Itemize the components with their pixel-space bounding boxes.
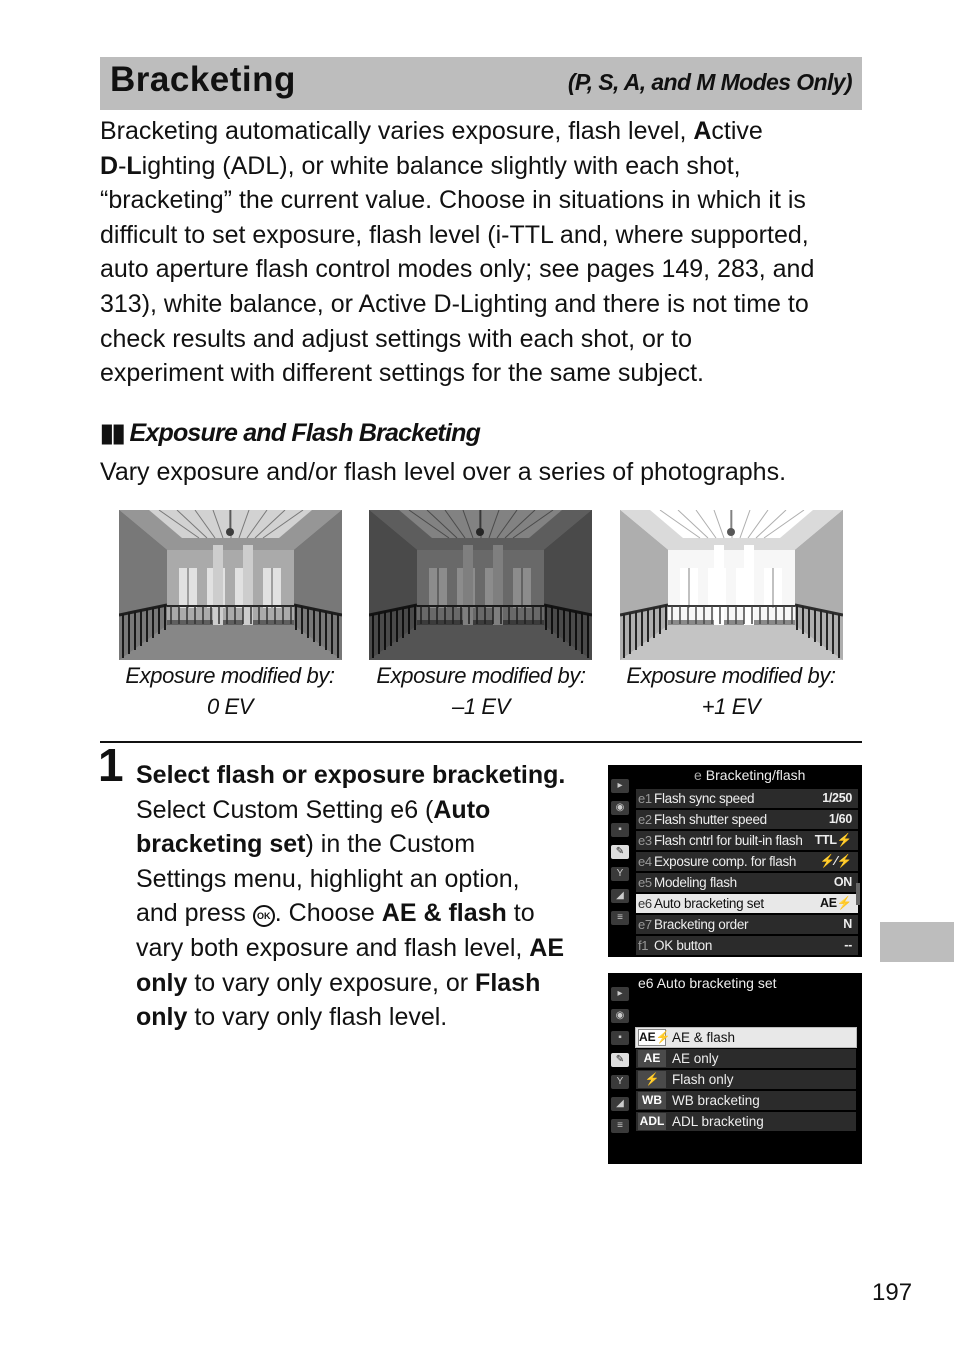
menu-item-value: ON bbox=[833, 875, 852, 889]
play-icon[interactable]: ▸ bbox=[611, 779, 629, 793]
option-label: AE & flash bbox=[672, 1030, 736, 1045]
bracketing-option[interactable] bbox=[636, 1112, 856, 1131]
bracketing-option[interactable] bbox=[636, 1049, 856, 1068]
text: . Choose bbox=[274, 899, 382, 928]
menu-item-label: Bracketing order bbox=[654, 917, 749, 932]
menu-item[interactable] bbox=[636, 936, 858, 955]
menu-item-label: OK button bbox=[654, 938, 713, 953]
intro-line: experiment with different settings for the same subject. bbox=[100, 359, 705, 388]
menu-item-value: ⚡⁄⚡ bbox=[819, 854, 852, 868]
wrench-icon[interactable]: Y bbox=[611, 1075, 629, 1089]
photo-exposure-plus1ev bbox=[620, 510, 843, 660]
play-icon[interactable]: ▸ bbox=[611, 987, 629, 1001]
menu-item-label: Modeling flash bbox=[654, 875, 737, 890]
bracketing-option[interactable] bbox=[636, 1091, 856, 1110]
option-icon: ⚡ bbox=[638, 1071, 666, 1088]
option-icon: AE bbox=[638, 1050, 666, 1067]
movie-icon[interactable]: ▪ bbox=[611, 823, 629, 837]
intro-line: check results and adjust settings with each shot, or to bbox=[100, 324, 692, 353]
text: Auto bbox=[433, 795, 491, 824]
step-number: 1 bbox=[98, 739, 124, 791]
step-heading: Select flash or exposure bracketing. bbox=[136, 761, 566, 789]
menu-item-value: 1/250 bbox=[822, 791, 852, 805]
auto-bracketing-set-screen bbox=[608, 973, 862, 1164]
photo-exposure-0ev bbox=[119, 510, 342, 660]
menu-item-value: TTL⚡ bbox=[814, 833, 852, 847]
intro-paragraph bbox=[100, 114, 870, 391]
photo-caption bbox=[105, 660, 355, 722]
intro-line bbox=[100, 149, 870, 184]
intro-line: difficult to set exposure, flash level (i-TTL and, where supported, bbox=[100, 220, 809, 249]
menu-item-value: N bbox=[843, 917, 852, 931]
menu-item[interactable] bbox=[636, 789, 858, 808]
menu-title bbox=[694, 767, 805, 783]
text: to vary only exposure, or bbox=[187, 968, 476, 997]
option-label: WB bracketing bbox=[672, 1093, 760, 1108]
intro-line bbox=[100, 114, 870, 149]
caption-label: Exposure modified by: bbox=[376, 663, 586, 688]
photo-caption bbox=[606, 660, 856, 722]
menu-item-code: f1 bbox=[638, 938, 649, 953]
text: A bbox=[693, 117, 712, 145]
menu-item-code: e2 bbox=[638, 812, 652, 827]
retouch-icon[interactable]: ◢ bbox=[611, 889, 629, 903]
intro-line: auto aperture flash control modes only; see pages 149, 283, and bbox=[100, 255, 815, 284]
photo-exposure-minus1ev bbox=[369, 510, 592, 660]
text: AE bbox=[529, 933, 565, 962]
option-label: AE only bbox=[672, 1051, 719, 1066]
custom-settings-menu-screen bbox=[608, 765, 862, 957]
option-icon: WB bbox=[638, 1092, 666, 1109]
text: and press bbox=[136, 899, 253, 928]
page-number: 197 bbox=[872, 1279, 913, 1306]
text: Select Custom Setting e6 ( bbox=[136, 795, 434, 824]
wrench-icon[interactable]: Y bbox=[611, 867, 629, 881]
pencil-icon[interactable]: ✎ bbox=[611, 1053, 629, 1067]
text: Bracketing automatically varies exposure, flash level, bbox=[100, 117, 694, 145]
menu-item-code: e3 bbox=[638, 833, 652, 848]
menu-item-value: -- bbox=[844, 938, 852, 952]
section-title: Bracketing bbox=[110, 60, 296, 99]
text: AE & flash bbox=[381, 899, 507, 928]
text: Settings menu, highlight an option, bbox=[136, 864, 520, 893]
subsection-heading bbox=[100, 418, 480, 448]
menu-item[interactable] bbox=[636, 894, 858, 913]
menu-item[interactable] bbox=[636, 852, 858, 871]
bullet-marker: ▮▮ bbox=[100, 419, 124, 447]
option-label: ADL bracketing bbox=[672, 1114, 764, 1129]
step-instructions bbox=[136, 758, 596, 1035]
menu-item-label: Flash cntrl for built-in flash bbox=[654, 833, 803, 848]
photo-caption bbox=[356, 660, 606, 722]
menu-item-value: 1/60 bbox=[828, 812, 852, 826]
menu-item-code: e5 bbox=[638, 875, 652, 890]
menu-title: e6 Auto bracketing set bbox=[638, 975, 777, 991]
text: bracketing set bbox=[136, 830, 306, 859]
camera-icon[interactable]: ◉ bbox=[611, 1009, 629, 1023]
menu-item-label: Flash sync speed bbox=[654, 791, 755, 806]
menu-group-icon: e bbox=[694, 767, 702, 783]
text: to bbox=[506, 899, 535, 928]
text: ) in the Custom bbox=[305, 830, 476, 859]
text: L bbox=[126, 151, 142, 180]
menu-item-value: AE⚡ bbox=[819, 896, 852, 910]
movie-icon[interactable]: ▪ bbox=[611, 1031, 629, 1045]
divider bbox=[100, 741, 862, 743]
caption-label: Exposure modified by: bbox=[125, 663, 335, 688]
caption-value: +1 EV bbox=[701, 694, 761, 719]
recent-icon[interactable]: ≡ bbox=[611, 911, 629, 925]
intro-line: “bracketing” the current value. Choose in situations in which it is bbox=[100, 186, 806, 215]
text: vary both exposure and flash level, bbox=[136, 933, 530, 962]
menu-item[interactable] bbox=[636, 873, 858, 892]
menu-item-code: e4 bbox=[638, 854, 652, 869]
text: D bbox=[100, 151, 119, 180]
menu-item-code: e1 bbox=[638, 791, 652, 806]
menu-item-label: Flash shutter speed bbox=[654, 812, 767, 827]
retouch-icon[interactable]: ◢ bbox=[611, 1097, 629, 1111]
menu-item[interactable] bbox=[636, 915, 858, 934]
text: ctive bbox=[711, 117, 763, 145]
menu-item[interactable] bbox=[636, 831, 858, 850]
bracketing-option[interactable] bbox=[636, 1070, 856, 1089]
option-label: Flash only bbox=[672, 1072, 734, 1087]
menu-sidebar bbox=[608, 765, 632, 957]
menu-item-label: Auto bracketing set bbox=[654, 896, 764, 911]
mode-restriction-label: (P, S, A, and M Modes Only) bbox=[567, 69, 852, 95]
caption-label: Exposure modified by: bbox=[626, 663, 836, 688]
menu-item-label: Exposure comp. for flash bbox=[654, 854, 797, 869]
bracketing-option[interactable] bbox=[636, 1028, 856, 1047]
caption-value: –1 EV bbox=[452, 694, 510, 719]
menu-item-code: e6 bbox=[638, 896, 652, 911]
text: Flash bbox=[475, 968, 541, 997]
recent-icon[interactable]: ≡ bbox=[611, 1119, 629, 1133]
text: only bbox=[136, 968, 188, 997]
section-header-bar bbox=[100, 57, 862, 110]
text: - bbox=[118, 151, 127, 180]
text: Bracketing/flash bbox=[705, 767, 806, 783]
camera-icon[interactable]: ◉ bbox=[611, 801, 629, 815]
menu-sidebar bbox=[608, 973, 632, 1164]
ok-button-icon: OK bbox=[253, 905, 275, 927]
text: only bbox=[136, 1003, 188, 1032]
option-icon: ADL bbox=[639, 1114, 665, 1128]
subsection-description: Vary exposure and/or flash level over a series of photographs. bbox=[100, 458, 787, 486]
option-icon: AE⚡ bbox=[639, 1030, 671, 1044]
intro-line: 313), white balance, or Active D-Lighting and there is not time to bbox=[100, 289, 809, 318]
text: to vary only flash level. bbox=[187, 1003, 448, 1032]
chapter-tab bbox=[880, 922, 954, 962]
scrollbar[interactable] bbox=[856, 883, 860, 905]
text: ighting (ADL), or white balance slightly with each shot, bbox=[141, 151, 741, 180]
menu-item[interactable] bbox=[636, 810, 858, 829]
menu-item-code: e7 bbox=[638, 917, 652, 932]
subsection-title: Exposure and Flash Bracketing bbox=[129, 419, 481, 447]
pencil-icon[interactable]: ✎ bbox=[611, 845, 629, 859]
caption-value: 0 EV bbox=[206, 694, 254, 719]
